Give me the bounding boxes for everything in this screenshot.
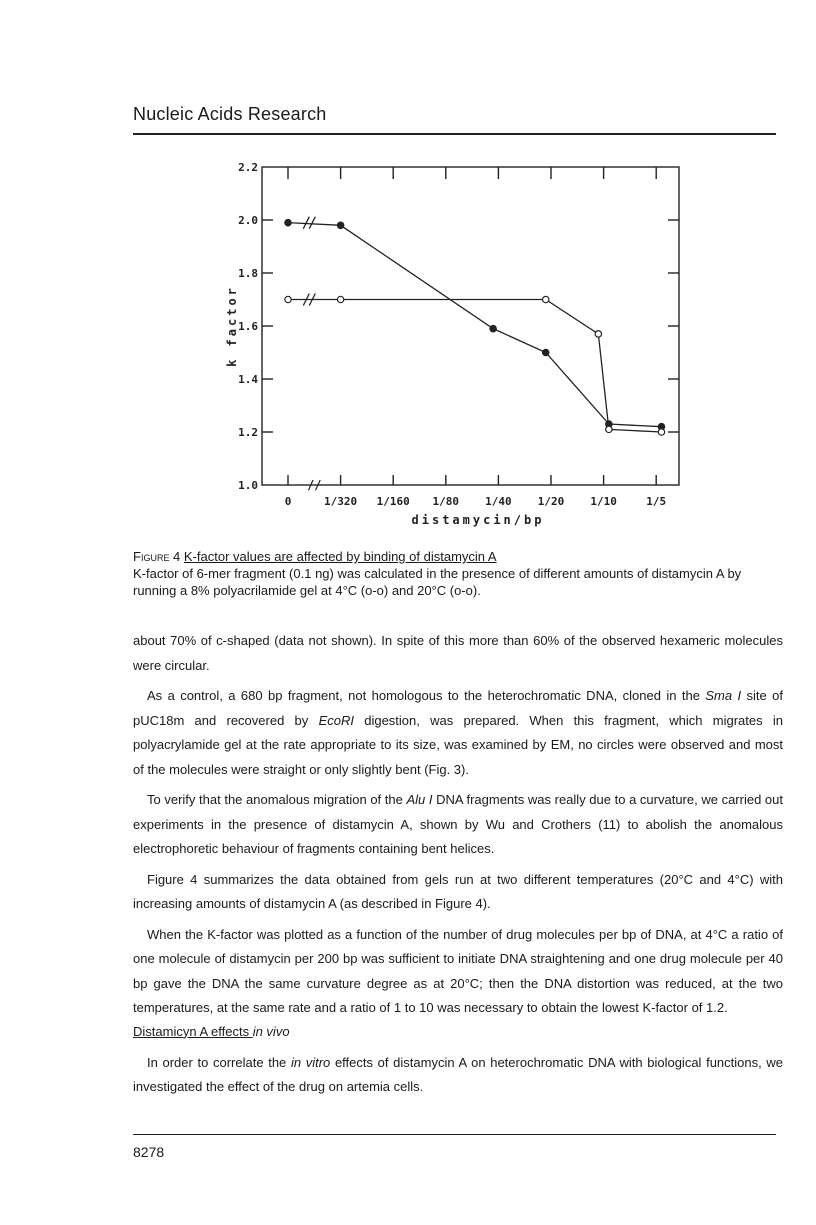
plot-frame <box>262 167 679 485</box>
data-point <box>658 429 664 435</box>
paragraph: Figure 4 summarizes the data obtained from gels run at two different temperatures (20°C and 4°C) with increasing amounts of distamycin A (as described in Figure 4). <box>133 871 783 911</box>
chart-series <box>285 217 665 436</box>
paragraph: As a control, a 680 bp fragment, not homologous to the heterochromatic DNA, cloned in the Sma I site of pUC18m and recovered by EcoRI digestion, was prepared. When this fragment, which migrates in polyacrylamide gel at the rate appropriate to its size, was examined by EM, no circles were observed and most of the molecules were straight or only slightly bent (Fig. 3). <box>133 688 783 777</box>
x-tick-label: 0 <box>284 495 292 508</box>
x-tick-label: 1/10 <box>590 495 617 508</box>
paragraph: To verify that the anomalous migration of the Alu I DNA fragments was really due to a curvature, we carried out experiments in the presence of distamycin A, shown by Wu and Crothers (11) to abolish the anomalous electrophoretic behaviour of fragments containing bent helices. <box>133 792 784 856</box>
paragraph: In order to correlate the in vitro effects of distamycin A on heterochromatic DNA with biological functions, we investigated the effect of the drug on artemia cells. <box>133 1054 783 1094</box>
data-point <box>606 426 612 432</box>
figure-caption-text: K-factor of 6-mer fragment (0.1 ng) was calculated in the presence of different amounts of distamycin A by running a 8% polyacrilamide gel at 4°C (o-o) and 20°C (o-o). <box>133 566 742 598</box>
y-tick-label: 1.6 <box>238 320 258 333</box>
series-break-marker <box>309 217 315 229</box>
x-tick-label: 1/5 <box>646 495 667 508</box>
y-tick-label: 2.0 <box>238 214 258 227</box>
paragraph: When the K-factor was plotted as a function of the number of drug molecules per bp of DNA, at 4°C a ratio of one molecule of distamycin per 200 bp was sufficient to initiate DNA straightening and one drug molecule per 40 bp gave the DNA the same curvature degree as at 20°C; then the DNA distortion was reduced, at the two temperatures, at the same rate and a ratio of 1 to 10 was necessary to obtain the lowest K-factor of 1.2. <box>133 926 783 1015</box>
data-point <box>490 325 496 331</box>
figure-title: K-factor values are affected by binding of distamycin A <box>183 549 497 564</box>
k-factor-chart <box>0 0 816 540</box>
y-tick-label: 1.4 <box>238 373 258 386</box>
x-tick-label: 1/40 <box>485 495 512 508</box>
y-tick-label: 1.2 <box>238 426 258 439</box>
data-point <box>337 296 343 302</box>
footer-rule <box>133 1134 776 1135</box>
y-axis-label: k factor <box>225 285 239 367</box>
journal-header: Nucleic Acids Research <box>133 104 327 124</box>
figure-label: Figure 4 <box>133 549 181 564</box>
data-point <box>285 296 291 302</box>
body-text <box>133 629 783 1106</box>
x-tick-label: 1/160 <box>376 495 410 508</box>
data-point <box>543 349 549 355</box>
series-line <box>288 300 661 433</box>
y-tick-label: 1.8 <box>238 267 258 280</box>
x-tick-label: 1/20 <box>537 495 565 508</box>
y-tick-label: 1.0 <box>238 479 258 492</box>
data-point <box>595 331 601 337</box>
section-title: Distamicyn A effects in vivo <box>133 1023 290 1039</box>
data-point <box>285 219 291 225</box>
data-point <box>543 296 549 302</box>
data-point <box>337 222 343 228</box>
y-tick-label: 2.2 <box>238 161 258 174</box>
chart-frame <box>262 167 679 485</box>
page-number: 8278 <box>133 1144 165 1160</box>
figure-caption <box>133 548 783 599</box>
paragraph: about 70% of c-shaped (data not shown). In spite of this more than 60% of the observed hexameric molecules were circular. <box>133 633 783 673</box>
axis-break-marker: // <box>307 478 322 492</box>
x-tick-label: 1/80 <box>432 495 460 508</box>
x-axis-label: distamycin/bp <box>411 513 545 527</box>
series-break-marker <box>303 217 309 229</box>
chart-ticks <box>262 167 679 485</box>
x-tick-label: 1/320 <box>324 495 358 508</box>
